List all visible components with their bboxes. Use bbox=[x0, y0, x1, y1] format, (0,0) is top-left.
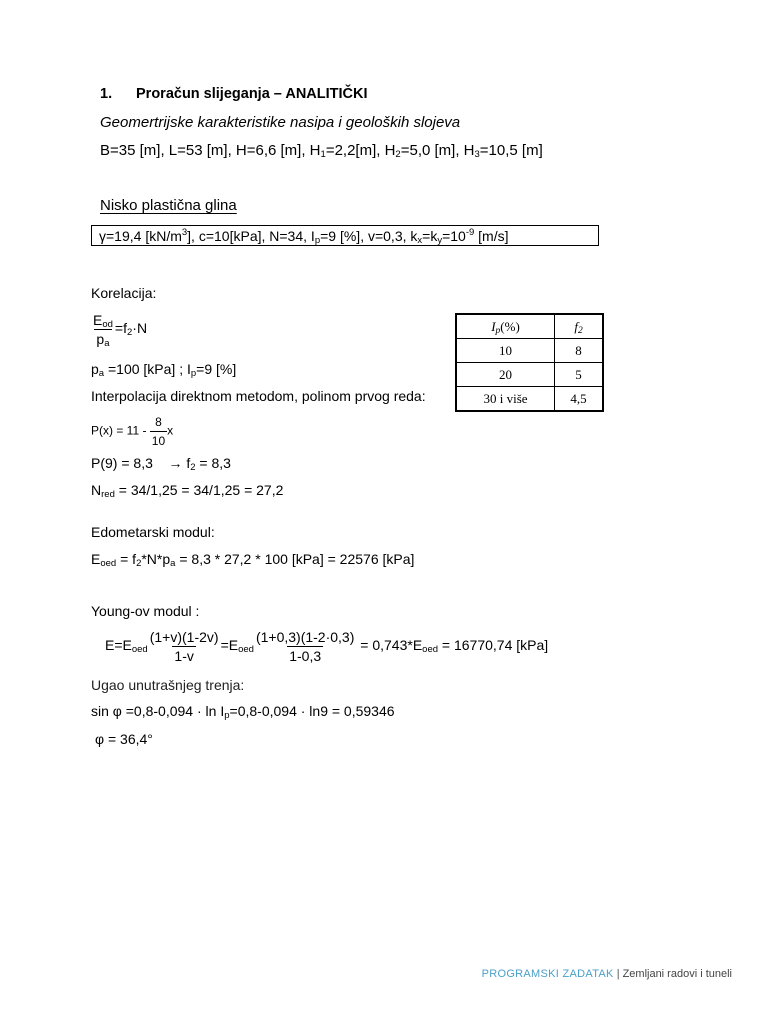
nred-symbol: N bbox=[91, 482, 102, 498]
px-left: P(x) = 11 - bbox=[91, 423, 150, 438]
header-ip-symbol: I bbox=[491, 318, 496, 334]
pa-symbol: p bbox=[91, 361, 99, 377]
f2-sub: 2 bbox=[190, 462, 196, 473]
young-result-1: = 0,743*E bbox=[356, 637, 423, 654]
soil-ky-sub: y bbox=[437, 235, 443, 246]
header-ip-sub: p bbox=[495, 325, 501, 336]
soil-gamma-sup: 3 bbox=[181, 227, 188, 238]
footer-text: Zemljani radovi i tuneli bbox=[622, 968, 732, 980]
eod-e: E bbox=[93, 312, 103, 328]
young-fraction-1 bbox=[148, 628, 221, 665]
soil-gamma: γ=19,4 [kN/m bbox=[99, 228, 182, 244]
soil-kx-sub: x bbox=[417, 235, 423, 246]
table-row bbox=[456, 387, 603, 412]
eq-f2: = f bbox=[116, 551, 137, 567]
pa-line bbox=[91, 361, 236, 377]
geometry-h1: =2,2[m], H bbox=[325, 142, 396, 159]
h2-sub: 2 bbox=[395, 149, 401, 160]
f2-symbol: f bbox=[186, 455, 191, 471]
pa-p: p bbox=[96, 331, 105, 347]
header-f-symbol: f bbox=[574, 318, 578, 334]
nred-sub: red bbox=[101, 489, 115, 500]
soil-v: =9 [%], v=0,3, k bbox=[320, 228, 418, 244]
trenje-label: Ugao unutrašnjeg trenja: bbox=[91, 677, 245, 693]
pa-sub: a bbox=[104, 338, 110, 349]
young-result-sub: oed bbox=[422, 644, 439, 656]
rhs-f-sub: 2 bbox=[127, 327, 133, 339]
ip-sub: p bbox=[190, 368, 197, 379]
pa-symbol-sub: a bbox=[98, 368, 105, 379]
table-cell-ip: 20 bbox=[456, 363, 555, 387]
f2-value: = 8,3 bbox=[195, 455, 231, 471]
nred-line bbox=[91, 482, 283, 498]
table-row bbox=[456, 339, 603, 363]
footer-brand: PROGRAMSKI ZADATAK bbox=[481, 968, 614, 980]
young-mid: =E bbox=[220, 637, 239, 654]
geometry-h3: =10,5 [m] bbox=[479, 142, 543, 159]
eq-n-pa: *N*p bbox=[141, 551, 171, 567]
nred-value: = 34/1,25 = 34/1,25 = 27,2 bbox=[114, 482, 284, 498]
px-fraction bbox=[150, 413, 167, 450]
table-cell-ip: 10 bbox=[456, 339, 555, 363]
ip-value: =9 [%] bbox=[196, 361, 237, 377]
soil-k-unit: [m/s] bbox=[474, 228, 509, 244]
young-mid-sub: oed bbox=[238, 644, 254, 656]
eod-sub: od bbox=[102, 319, 113, 330]
soil-ky: =k bbox=[422, 228, 438, 244]
interpolation-text: Interpolacija direktnom metodom, polinom prvog reda: bbox=[91, 388, 426, 404]
eq-pa-sub: a bbox=[170, 558, 176, 569]
eq-f2-sub: 2 bbox=[136, 558, 142, 569]
footer-separator: | bbox=[616, 968, 620, 980]
rhs-n: ·N bbox=[132, 320, 148, 337]
p9-line bbox=[91, 455, 231, 471]
young-den-1: 1-v bbox=[174, 648, 194, 664]
table-row bbox=[456, 363, 603, 387]
sin-phi-right: =0,8-0,094 · ln9 = 0,59346 bbox=[229, 703, 395, 719]
p9-value: P(9) = 8,3 bbox=[91, 455, 153, 471]
edometar-formula bbox=[91, 551, 414, 567]
korelacija-label: Korelacija: bbox=[91, 285, 157, 301]
geometry-subtitle: Geomertrijske karakteristike nasipa i geoloških slojeva bbox=[100, 114, 461, 131]
eod-numerator bbox=[91, 311, 115, 329]
sin-phi-line bbox=[91, 703, 395, 719]
header-ip-unit: (%) bbox=[500, 318, 520, 334]
edometar-label: Edometarski modul: bbox=[91, 524, 215, 540]
geometry-b: B=35 [m], L=53 [m], H=6,6 [m], H bbox=[100, 142, 321, 159]
eoed-sub: oed bbox=[100, 558, 117, 569]
px-x: x bbox=[167, 423, 174, 438]
table-cell-ip: 30 i više bbox=[456, 387, 555, 412]
section-title: Proračun slijeganja – ANALITIČKI bbox=[136, 86, 368, 102]
young-result-2: = 16770,74 [kPa] bbox=[438, 637, 549, 654]
soil-ip-sub: p bbox=[314, 235, 321, 246]
eq-result: = 8,3 * 27,2 * 100 [kPa] = 22576 [kPa] bbox=[175, 551, 415, 567]
eod-fraction bbox=[91, 311, 115, 348]
korelacija-formula bbox=[91, 311, 147, 348]
px-den: 10 bbox=[150, 431, 167, 450]
soil-properties-box bbox=[91, 225, 599, 246]
px-num: 8 bbox=[155, 415, 162, 429]
phi-value: φ = 36,4° bbox=[95, 731, 153, 747]
young-formula bbox=[105, 628, 548, 665]
h1-sub: 1 bbox=[320, 149, 326, 160]
young-lhs: E=E bbox=[105, 637, 132, 654]
young-num-1: (1+v)(1-2v) bbox=[149, 629, 219, 645]
eod-denominator bbox=[94, 329, 111, 348]
pa-value: =100 [kPa] ; I bbox=[104, 361, 191, 377]
table-cell-f2: 8 bbox=[555, 339, 604, 363]
geometry-values bbox=[100, 142, 543, 159]
soil-c-n: ], c=10[kPa], N=34, I bbox=[187, 228, 315, 244]
table-header-f2 bbox=[555, 314, 604, 339]
young-num-2: (1+0,3)(1-2·0,3) bbox=[255, 629, 355, 645]
young-fraction-2 bbox=[254, 628, 356, 665]
section-heading bbox=[100, 86, 368, 102]
table-header-row bbox=[456, 314, 603, 339]
soil-k-value: =10 bbox=[442, 228, 466, 244]
young-lhs-sub: oed bbox=[131, 644, 148, 656]
geometry-h2: =5,0 [m], H bbox=[400, 142, 475, 159]
section-number: 1. bbox=[100, 86, 113, 102]
rhs-f: =f bbox=[114, 320, 127, 337]
table-header-ip bbox=[456, 314, 555, 339]
eoed-symbol: E bbox=[91, 551, 101, 567]
header-f-sub: 2 bbox=[577, 325, 583, 336]
arrow-right-icon: → bbox=[168, 455, 183, 471]
page-footer bbox=[482, 968, 732, 980]
px-formula bbox=[91, 413, 173, 450]
h3-sub: 3 bbox=[474, 149, 480, 160]
sin-phi-sub: p bbox=[224, 710, 230, 721]
table-cell-f2: 5 bbox=[555, 363, 604, 387]
young-den-2: 1-0,3 bbox=[289, 648, 322, 664]
f2-table bbox=[455, 313, 604, 412]
soil-name: Nisko plastična glina bbox=[100, 197, 237, 214]
soil-k-exp: -9 bbox=[465, 227, 475, 238]
sin-phi-left: sin φ =0,8-0,094 · ln I bbox=[91, 703, 225, 719]
table-cell-f2: 4,5 bbox=[555, 387, 604, 412]
young-label: Young-ov modul : bbox=[91, 603, 200, 619]
